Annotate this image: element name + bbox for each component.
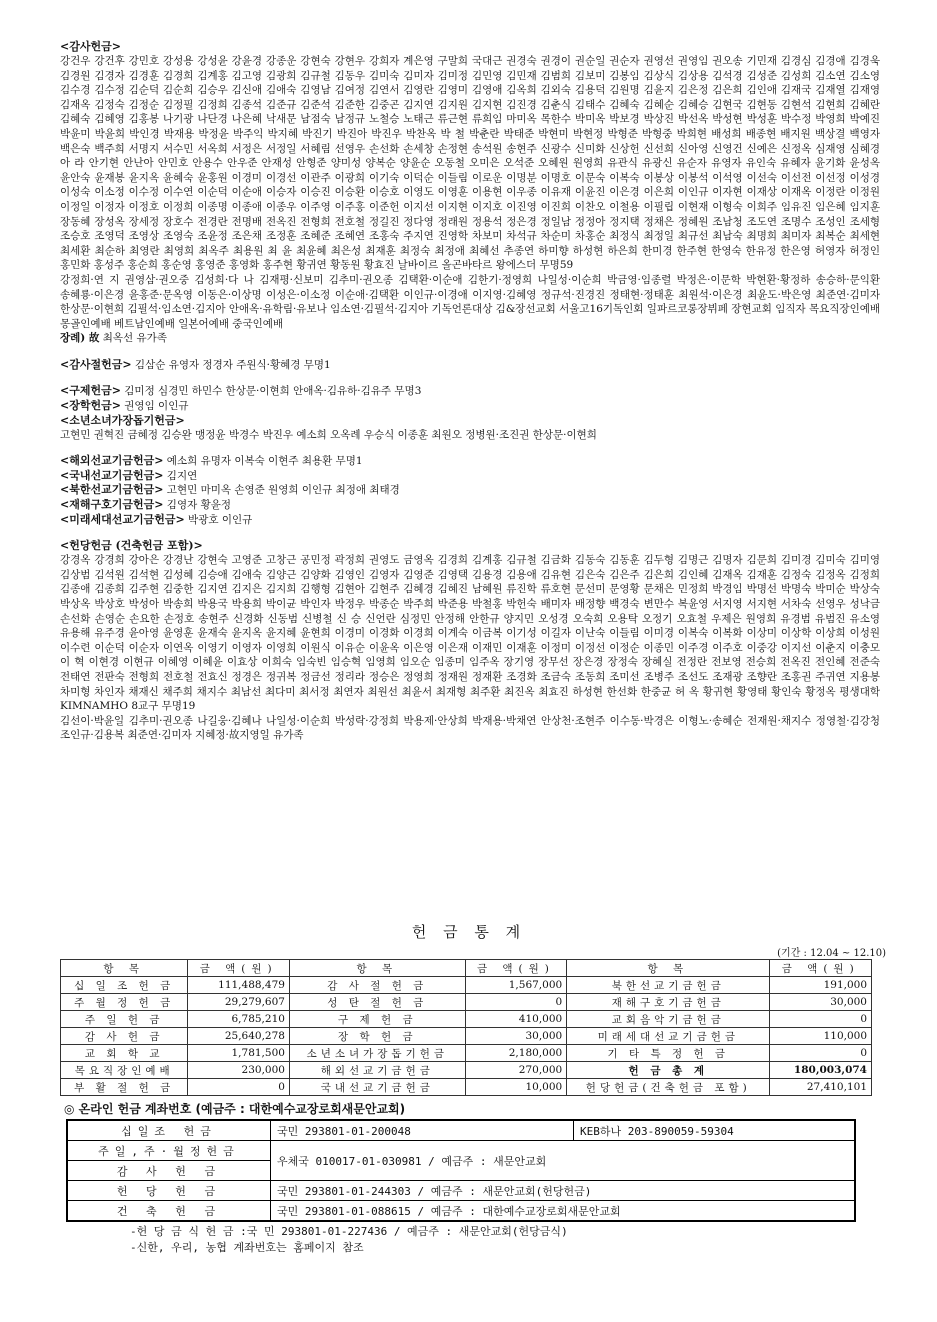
thanksgiving-section <box>60 358 880 373</box>
account-row <box>67 1120 855 1141</box>
donor-list: 김미정 심경민 하민수 한상문·이현희 안애옥·김유하·김유주 무명3 <box>124 385 422 398</box>
stats-amount: 30,000 <box>465 1028 567 1045</box>
donor-list: 예소희 유명자 이복숙 이현주 최용환 무명1 <box>166 455 363 468</box>
stats-period: (기간 : 12.04 ~ 12.10) <box>777 948 886 959</box>
donor-list: 김영자 황윤정 <box>166 499 231 512</box>
accounts-table <box>66 1119 856 1222</box>
stats-item-label: 기 타 특 정 헌 금 <box>567 1045 770 1062</box>
funeral-note <box>60 331 880 346</box>
stats-amount: 0 <box>770 1045 872 1062</box>
stats-row <box>61 977 872 994</box>
stats-title: 헌 금 통 계 <box>411 923 527 941</box>
stats-item-label: 교회음악기금헌금 <box>567 1011 770 1028</box>
section-heading: <감사절헌금> <box>60 357 132 371</box>
stats-amount: 410,000 <box>465 1011 567 1028</box>
stats-item-label: 감 사 절 헌 금 <box>289 977 465 994</box>
funeral-label: 장례) 故 <box>60 332 100 345</box>
stats-item-label: 헌 금 총 계 <box>567 1062 770 1079</box>
donor-list: 권영임 이인규 <box>124 400 189 413</box>
stats-item-label: 해외선교기금헌금 <box>289 1062 465 1079</box>
donor-list: 김삼순 유영자 정경자 주원식·황혜경 무명1 <box>134 358 331 371</box>
funeral-text: 최옥선 유가족 <box>102 332 167 345</box>
stats-table <box>60 959 872 1096</box>
offering-page <box>60 40 880 747</box>
stats-block <box>44 915 894 1256</box>
stats-row <box>61 1062 872 1079</box>
relief-scholar-youth-section <box>60 384 880 442</box>
building-offering-section <box>60 539 880 743</box>
stats-amount: 25,640,278 <box>188 1028 290 1045</box>
section-heading: <헌당헌금 (건축헌금 포함)> <box>60 539 203 553</box>
stats-amount: 6,785,210 <box>188 1011 290 1028</box>
donor-list: 고현민 마미옥 손영준 원영희 이인규 최정애 최태경 <box>166 484 400 497</box>
section-heading: <감사헌금> <box>60 40 121 53</box>
account-row <box>67 1201 855 1222</box>
account-label: 헌 당 헌 금 <box>67 1181 271 1201</box>
stats-row <box>61 1028 872 1045</box>
account-row <box>67 1181 855 1201</box>
header-cell: 금 액(원) <box>188 960 290 977</box>
stats-item-label: 장 학 헌 금 <box>289 1028 465 1045</box>
account-number: 우체국 010017-01-030981 / 예금주 : 새문안교회 <box>271 1141 856 1181</box>
stats-amount: 1,567,000 <box>465 977 567 994</box>
donor-list: 김지연 <box>166 469 198 482</box>
section-heading: <해외선교기금헌금> <box>60 454 164 468</box>
stats-amount: 270,000 <box>465 1062 567 1079</box>
account-notes <box>130 1224 894 1256</box>
stats-amount: 111,488,479 <box>188 977 290 994</box>
section-heading: <북한선교기금헌금> <box>60 483 164 497</box>
donor-list: 고현민 권혁진 금혜정 김승완 맹정윤 박경수 박진우 예소희 오옥례 우승식 이종훈 최원오 정병원·조진권 한상문·이현희 <box>60 428 597 441</box>
account-number: 국민 293801-01-088615 / 예금주 : 대한예수교장로회새문안교회 <box>271 1201 856 1222</box>
account-number: 국민 293801-01-200048 <box>271 1120 574 1141</box>
stats-item-label: 구 제 헌 금 <box>289 1011 465 1028</box>
stats-amount: 230,000 <box>188 1062 290 1079</box>
stats-amount: 29,279,607 <box>188 994 290 1011</box>
donor-list: 강건우 강건후 강민호 강성용 강성윤 강윤경 강종운 강현숙 강현우 강희자 계은영 구말희 국대근 권경숙 권경이 권순일 권순자 권영선 권영임 권오송 기민재 김경심 김경애 김경욱 김경원 김경자 김경훈 김경희 김계홍 김고영 김광희 김규철 김동우 김미숙 김미자 김미정 김민영 김민재 김범희 김보미 김봉임 김상식 김상용 김석경 김성준 김성희 김소연 김소영 김수경 김수정 김순덕 김순희 김승우 김신애 김애숙 김영남 김여정 김연서 김영란 김영미 김영애 김옥희 김외숙 김용덕 김원명 김윤지 김은정 김은희 김인애 김재국 김재열 김재영 김재옥 김정숙 김정순 김정필 김정희 김종석 김준규 김준석 김준한 김중곤 김지연 김지원 김지현 김진경 김춘식 김태수 김혜숙 김혜순 김혜승 김현국 김현동 김현석 김현희 김혜란 김혜숙 김혜영 김홍봉 나기광 나단경 나은혜 낙새문 남점숙 남정규 노철승 노태근 류근현 류희임 마미옥 목한수 박미옥 박보경 박상진 박선옥 박성현 박성훈 박수정 박영희 박예진 박윤미 박윤희 박인경 박재용 박정윤 박주익 박지혜 박진기 박진아 박진우 박찬옥 박 철 박춘란 박태준 박현미 박현정 박형준 박형중 박희현 배성희 배종현 배지원 백상결 백영자 백은숙 백주희 서명지 서수민 서옥희 서정은 서정일 서혜림 선영우 손선화 손세창 손정현 송석원 송현주 신광수 신미화 신상헌 신선희 신아영 신영건 신예은 신정옥 심재영 심혜경 아 라 안기현 안난아 안민호 안용수 안우준 안재성 안형준 양미성 양복순 양윤순 오동철 오미은 오석준 오혜원 원영희 유관식 유광신 유순자 유영자 유인숙 유혜자 윤기화 윤성옥 윤안숙 윤재봉 윤지옥 윤혜숙 윤홍원 이경미 이경선 이관주 이광희 이기숙 이덕순 이들림 이로운 이명분 이명호 이문숙 이복숙 이봉상 이봉석 이석영 이선숙 이선전 이선정 이성경 이성숙 이소정 이수정 이수연 이순덕 이순애 이승자 이승진 이승환 이승호 이영도 이영훈 이용현 이우종 이유재 이윤진 이은경 이은희 이인규 이자현 이재상 이재옥 이정란 이정원 이정일 이정자 이정호 이정희 이종명 이종애 이종우 이주영 이주홍 이준헌 이지선 이지현 이지호 이진영 이진희 이찬오 이철용 이필립 이현재 이형숙 이희주 임유진 임은혜 임지훈 장동혜 장성옥 장세정 장호수 전경란 전명배 전옥진 전형희 전호철 정길진 정다영 정래원 정용석 정은경 정일남 정정아 정지택 정채은 정혜원 조남청 조도연 조명수 조성인 조세형 조승호 조영덕 조영상 조영숙 조윤정 조은채 조정훈 조혜준 조혜연 조홍숙 주지연 진영학 차보미 차석규 차순미 차홍순 최정식 최정일 최규선 최남숙 최명희 최미자 최복순 최세현 최세환 최순하 최영란 최영희 최옥주 최용원 최 윤 최윤혜 최은성 최재훈 최정숙 최정애 최혜선 추종연 하미향 하성현 하은희 한미경 한주현 한영숙 한유정 한은영 허영자 허정인 홍민화 홍성주 홍순희 홍순영 홍영준 홍영화 홍주현 황귀연 황동원 황효진 날바이르 올곤바타르 왕에스더 무명59 <box>60 55 880 272</box>
donor-list-groups: 강정희·연 지 권영삼·권오중 김성희·다 나 김재평·신보미 김추미·권오종 김택환·이순애 김한기·정영희 나일성·이순희 박금영·임종렬 박정은·이문학 박현환·황정하 송승하·문익환 송혜룡·이은경 윤홍준·문옥영 이동은·이상명 이성은·이소정 이순애·김택환 이인규·이경애 이지영·김혜영 정규석·진경진 정태현·정태훈 최원석·이은경 최윤도·박은영 최준연·김미자 한상문·이현희 김필석·임소연·김지아 안애옥·유학림·유보나 임소연·김필석·김지아 기독언론대상 김&장선교회 서울고16기독인회 일파르코롱장뷔페 장현교회 임직자 목요직장인예배 몽골인예배 베트남인예배 일본어예배 중국인예배 <box>60 273 880 330</box>
account-label: 감 사 헌 금 <box>67 1161 271 1181</box>
section-heading: <재해구호기금헌금> <box>60 498 164 512</box>
section-heading: <구제헌금> <box>60 384 121 398</box>
mission-funds-section <box>60 454 880 527</box>
stats-amount: 191,000 <box>770 977 872 994</box>
stats-item-label: 미래세대선교기금헌금 <box>567 1028 770 1045</box>
stats-amount: 0 <box>770 1011 872 1028</box>
stats-amount: 10,000 <box>465 1079 567 1096</box>
stats-amount: 0 <box>188 1079 290 1096</box>
stats-amount: 1,781,500 <box>188 1045 290 1062</box>
header-cell: 항 목 <box>61 960 188 977</box>
account-label: 주일,주·월정헌금 <box>67 1141 271 1161</box>
stats-item-label: 국내선교기금헌금 <box>289 1079 465 1096</box>
stats-item-label: 감 사 헌 금 <box>61 1028 188 1045</box>
section-heading: <소년소녀가장돕기헌금> <box>60 413 185 427</box>
stats-row <box>61 1011 872 1028</box>
thanks-offering-section <box>60 40 880 346</box>
stats-row <box>61 994 872 1011</box>
header-cell: 항 목 <box>567 960 770 977</box>
header-cell: 금 액(원) <box>465 960 567 977</box>
stats-item-label: 목요직장인예배 <box>61 1062 188 1079</box>
stats-item-label: 부 활 절 헌 금 <box>61 1079 188 1096</box>
stats-item-label: 헌당헌금(건축헌금 포함) <box>567 1079 770 1096</box>
stats-item-label: 주 일 헌 금 <box>61 1011 188 1028</box>
stats-amount: 110,000 <box>770 1028 872 1045</box>
donor-list: 강경옥 강경희 강아은 강경난 강현숙 고영준 고창근 공민정 곽정희 권영도 금영옥 김경희 김계홍 김규철 김금화 김동숙 김동훈 김두형 김명근 김명자 김문희 김미경 김미숙 김미영 김상범 김석원 김석현 김성혜 김승애 김애숙 김양근 김양화 김영인 김영자 김영준 김영택 김용경 김용애 김유현 김은숙 김은주 김은희 김인혜 김재옥 김재훈 김정숙 김정옥 김정희 김종애 김종희 김주현 김중한 김지연 김지은 김지희 김행형 김현아 김현주 김혜경 김혜진 남혜원 류진학 류호현 문선미 문영황 문채은 민정희 박경임 박명선 박명숙 박미순 박상숙 박상옥 박상호 박성아 박송희 박용국 박용희 박이균 박인자 박정우 박종순 박주희 박준용 박철홍 박헌숙 배미자 배정향 백경숙 변만수 복윤영 서지영 서지현 서차숙 선영우 성낙금 손선화 손영순 손요한 손정호 송현주 신경화 신동범 신병철 신 승 신언란 심정민 안정해 안한규 양지민 오성경 오숙희 오용탁 오정기 오효철 우제은 원영희 유경범 유범진 유소영 유용해 유주경 윤아영 윤영훈 윤재숙 윤지옥 윤지혜 윤현희 이경미 이경화 이경희 이계숙 이금복 이기성 이길자 이난숙 이들림 이미경 이복숙 이복화 이상미 이상학 이상희 이성원 이수련 이순덕 이순자 이연옥 이영기 이영자 이영희 이원식 이유순 이윤옥 이은영 이은재 이재민 이재훈 이정미 이정선 이정순 이종민 이주경 이주호 이중강 이지선 이춘지 이충모 이 혁 이현경 이현규 이혜영 이혜윤 이효상 이희숙 임숙빈 임승혁 임영희 임오순 임종미 임주옥 장기영 장무선 장은경 장정숙 장혜실 전정란 전보영 전승희 전옥진 전인혜 전준숙 전태연 전판숙 전형희 전호철 전효신 정경은 정귀복 정금선 정리라 정승은 정영희 정재원 정재환 조경화 조금숙 조동희 조미선 조병주 조선도 조재광 조향란 조홍권 주귀연 지용봉 차미형 차인자 채재신 채주희 채지수 최남선 최다미 최서정 최연자 최원선 최윤서 최재형 최주환 최진옥 최효진 하성현 한선화 한중균 허 옥 황귀현 황영태 황인숙 황정옥 평생대학 KIMNAMHO 8교구 무명19 <box>60 554 880 713</box>
stats-item-label: 소년소녀가장돕기헌금 <box>289 1045 465 1062</box>
stats-item-label: 북한선교기금헌금 <box>567 977 770 994</box>
stats-item-label: 교 회 학 교 <box>61 1045 188 1062</box>
stats-amount: 0 <box>465 994 567 1011</box>
account-row <box>67 1141 855 1161</box>
donor-list: 박광호 이인규 <box>188 513 253 526</box>
stats-row <box>61 1079 872 1096</box>
stats-amount: 180,003,074 <box>770 1062 872 1079</box>
account-label: 건 축 헌 금 <box>67 1201 271 1222</box>
header-cell: 항 목 <box>289 960 465 977</box>
online-accounts-title: ◎ 온라인 헌금 계좌번호 (예금주 : 대한예수교장로회새문안교회) <box>64 1102 406 1116</box>
stats-item-label: 성 탄 절 헌 금 <box>289 994 465 1011</box>
account-number: KEB하나 203-890059-59304 <box>574 1120 856 1141</box>
donor-list-groups: 김선이·박윤일 김추미·권오종 나길웅·김혜나 나일성·이순희 박성락·강정희 박용제·안상희 박재용·박채연 안상천·조현주 이수동·박경은 이형노·송혜순 전재원·채지수 정영철·김강청 조인규·김용복 최준연·김미자 지혜정·故지영일 유가족 <box>60 714 880 742</box>
section-heading: <장학헌금> <box>60 399 121 413</box>
stats-item-label: 십 일 조 헌 금 <box>61 977 188 994</box>
section-heading: <미래세대선교기금헌금> <box>60 512 185 526</box>
stats-item-label: 주 월 정 헌 금 <box>61 994 188 1011</box>
section-heading: <국내선교기금헌금> <box>60 468 164 482</box>
stats-row <box>61 1045 872 1062</box>
note-line: -신한, 우리, 농협 계좌번호는 홈페이지 참조 <box>130 1241 364 1254</box>
stats-amount: 30,000 <box>770 994 872 1011</box>
stats-header-row <box>61 960 872 977</box>
stats-item-label: 재해구호기금헌금 <box>567 994 770 1011</box>
account-number: 국민 293801-01-244303 / 예금주 : 새문안교회(헌당헌금) <box>271 1181 856 1201</box>
header-cell: 금 액(원) <box>770 960 872 977</box>
account-label: 십일조 헌금 <box>67 1120 271 1141</box>
note-line: -헌 당 금 식 헌 금 :국 민 293801-01-227436 / 예금주 : 새문안교회(헌당금식) <box>130 1225 568 1238</box>
stats-amount: 27,410,101 <box>770 1079 872 1096</box>
stats-amount: 2,180,000 <box>465 1045 567 1062</box>
